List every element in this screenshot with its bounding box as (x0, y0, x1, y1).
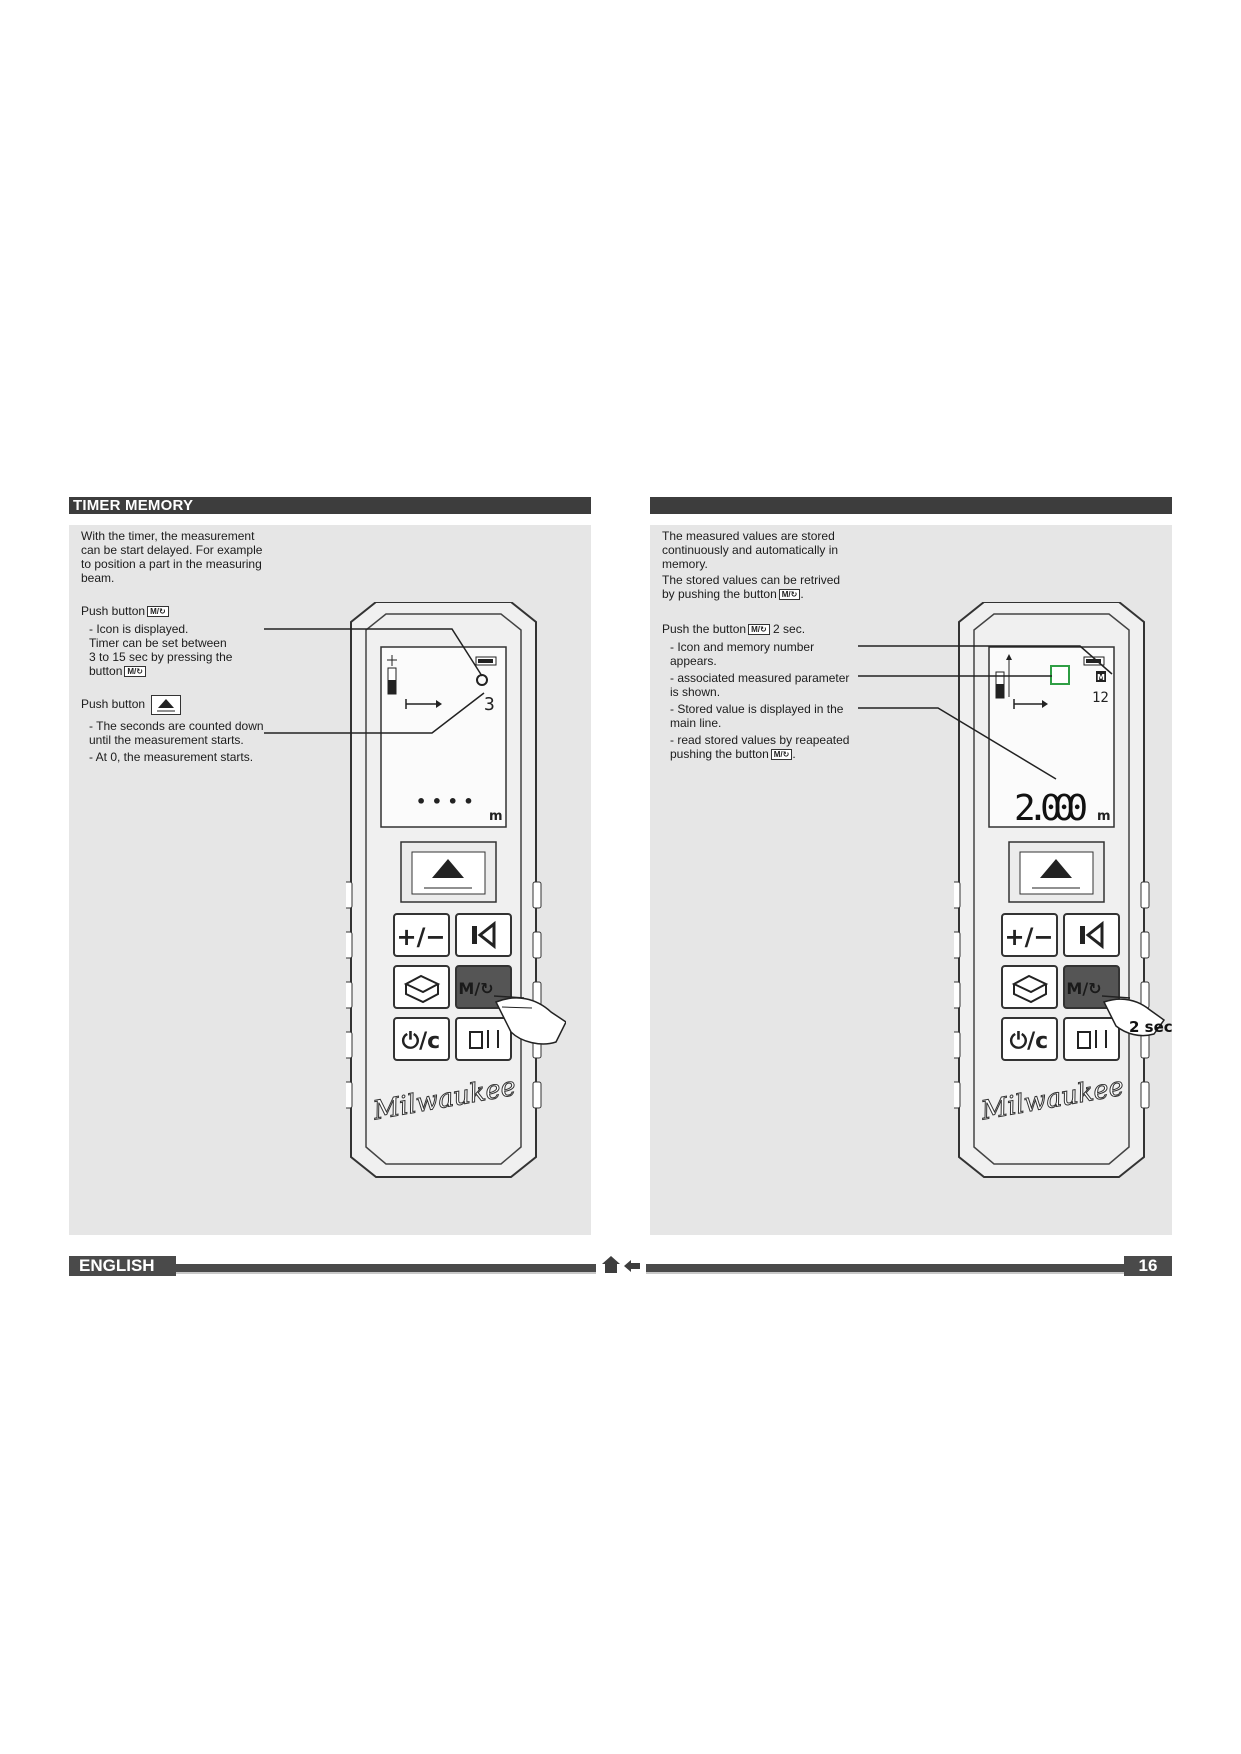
plus-minus-button: +/− (396, 923, 446, 951)
timer-intro: With the timer, the measurement can be start delayed. For example to position a part in the measuring beam. (81, 529, 263, 585)
mode-key-inline-5: M/↻ (771, 749, 793, 760)
section-header-right (650, 497, 1172, 514)
mode-key-inline-3: M/↻ (779, 589, 801, 600)
section-header-left (69, 497, 591, 514)
countdown-value: 3 (484, 694, 495, 715)
hold-duration-label: 2 sec (1129, 1018, 1173, 1036)
measure-key-inline (151, 695, 181, 715)
timer-step-2: Push button - The seconds are counted down until the measurement starts. - At 0, the measurement starts. (81, 695, 264, 764)
parameter-square-icon (1051, 666, 1069, 684)
mode-key-inline-4: M/↻ (748, 624, 770, 635)
mode-button-label-right: M/↻ (1066, 979, 1102, 998)
mode-button-label: M/↻ (458, 979, 494, 998)
memory-number: 12 (1092, 690, 1109, 706)
power-clear-button-right: ⏻/c (1009, 1029, 1049, 1054)
unit-label-right: m (1097, 809, 1111, 824)
home-back-icon[interactable] (596, 1252, 646, 1276)
milwaukee-logo-right: Milwaukee (978, 1071, 1127, 1127)
milwaukee-logo: Milwaukee (370, 1071, 519, 1127)
footer-language: ENGLISH (69, 1256, 176, 1276)
memory-intro: The measured values are stored continuously and automatically in memory. The stored values can be retrived by pushing the button M/↻ . (662, 529, 841, 601)
section-title: TIMER MEMORY (73, 497, 194, 514)
memory-steps: Push the button M/↻ 2 sec. - Icon and memory number appears. - associated measured parameter is shown. - Stored value is displayed in the main line. - read stored values by reapeated pushing the button M/↻ . (662, 622, 850, 761)
mode-key-inline-2: M/↻ (124, 666, 146, 677)
laser-meter-device-right (954, 602, 1174, 1180)
laser-meter-device-left (346, 602, 566, 1180)
measuring-dots: • • • • (416, 792, 474, 811)
main-value: 2.000 (1014, 788, 1088, 829)
unit-label: m (489, 809, 503, 824)
mode-key-inline: M/↻ (147, 606, 169, 617)
home-back-nav[interactable] (596, 1252, 646, 1276)
power-clear-button: ⏻/c (401, 1029, 441, 1054)
timer-step-1: Push button M/↻ - Icon is displayed. Timer can be set between 3 to 15 sec by pressing the button M/↻ (81, 604, 233, 678)
page-number: 16 (1124, 1256, 1172, 1276)
plus-minus-button-right: +/− (1004, 923, 1054, 951)
measure-triangle-icon (152, 696, 180, 714)
memory-badge-label: M (1097, 673, 1105, 682)
